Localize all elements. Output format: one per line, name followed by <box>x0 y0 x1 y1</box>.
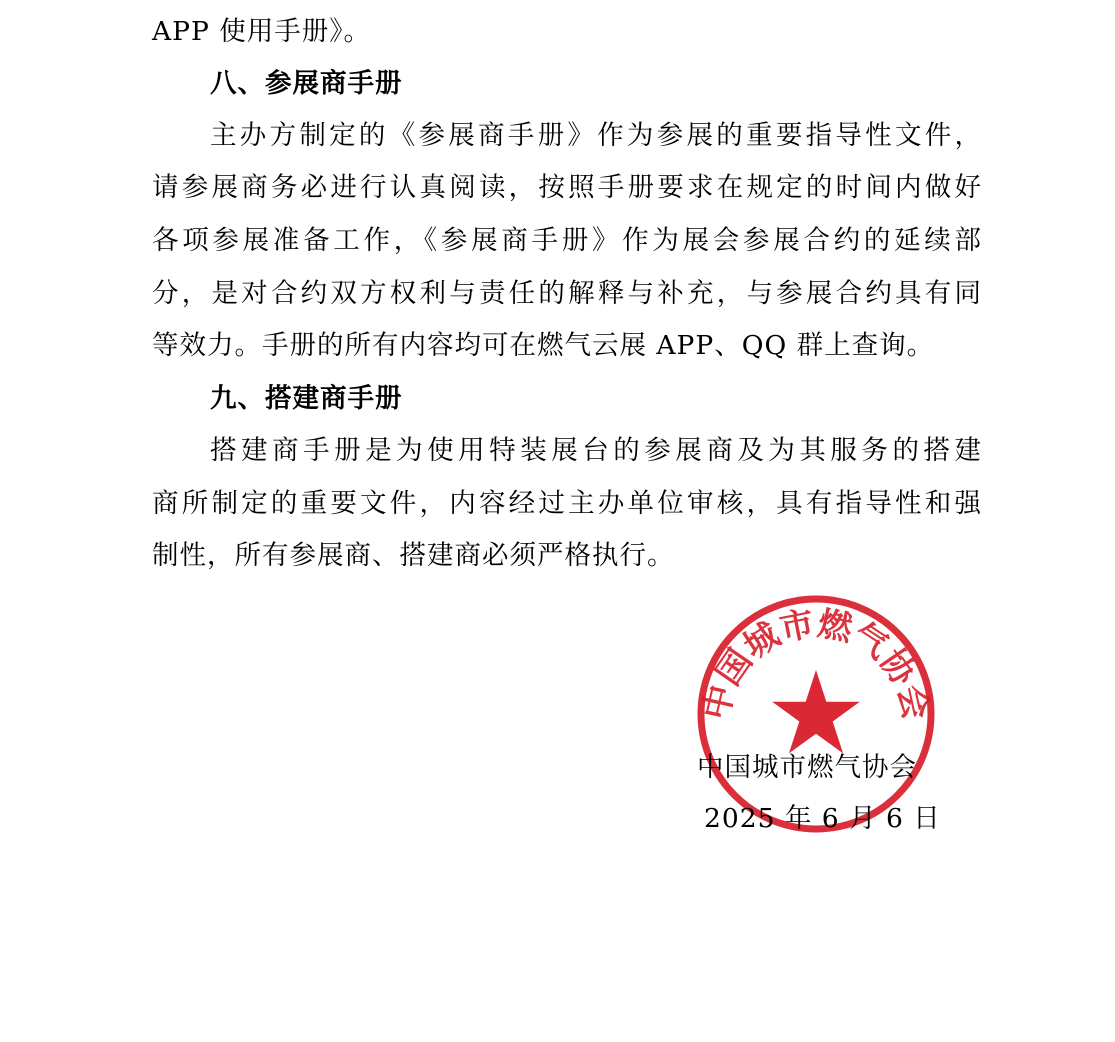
signature-date: 2025 年 6 月 6 日 <box>704 803 941 834</box>
section-heading-exhibitor-manual: 八、参展商手册 <box>210 68 403 99</box>
paragraph-line: 请参展商务必进行认真阅读，按照手册要求在规定的时间内做好 <box>152 172 982 203</box>
section-heading-builder-manual: 九、搭建商手册 <box>210 383 403 414</box>
paragraph-line: 商所制定的重要文件，内容经过主办单位审核，具有指导性和强 <box>152 488 982 519</box>
seal-text: 中国城市燃气协会 <box>696 603 936 724</box>
paragraph-line: 搭建商手册是为使用特装展台的参展商及为其服务的搭建 <box>210 435 982 466</box>
seal-star-icon <box>772 670 860 753</box>
paragraph-line: 主办方制定的《参展商手册》作为参展的重要指导性文件， <box>210 120 982 151</box>
paragraph-line: 等效力。手册的所有内容均可在燃气云展 APP、QQ 群上查询。 <box>152 330 935 361</box>
official-seal-stamp <box>694 592 938 836</box>
signature-organization: 中国城市燃气协会 <box>697 752 917 783</box>
paragraph-line: 分，是对合约双方权利与责任的解释与补充，与参展合约具有同 <box>152 278 982 309</box>
paragraph-line: 制性，所有参展商、搭建商必须严格执行。 <box>152 540 675 571</box>
paragraph-line: 各项参展准备工作，《参展商手册》作为展会参展合约的延续部 <box>152 225 982 256</box>
paragraph-tail-line: APP 使用手册》。 <box>152 16 371 47</box>
